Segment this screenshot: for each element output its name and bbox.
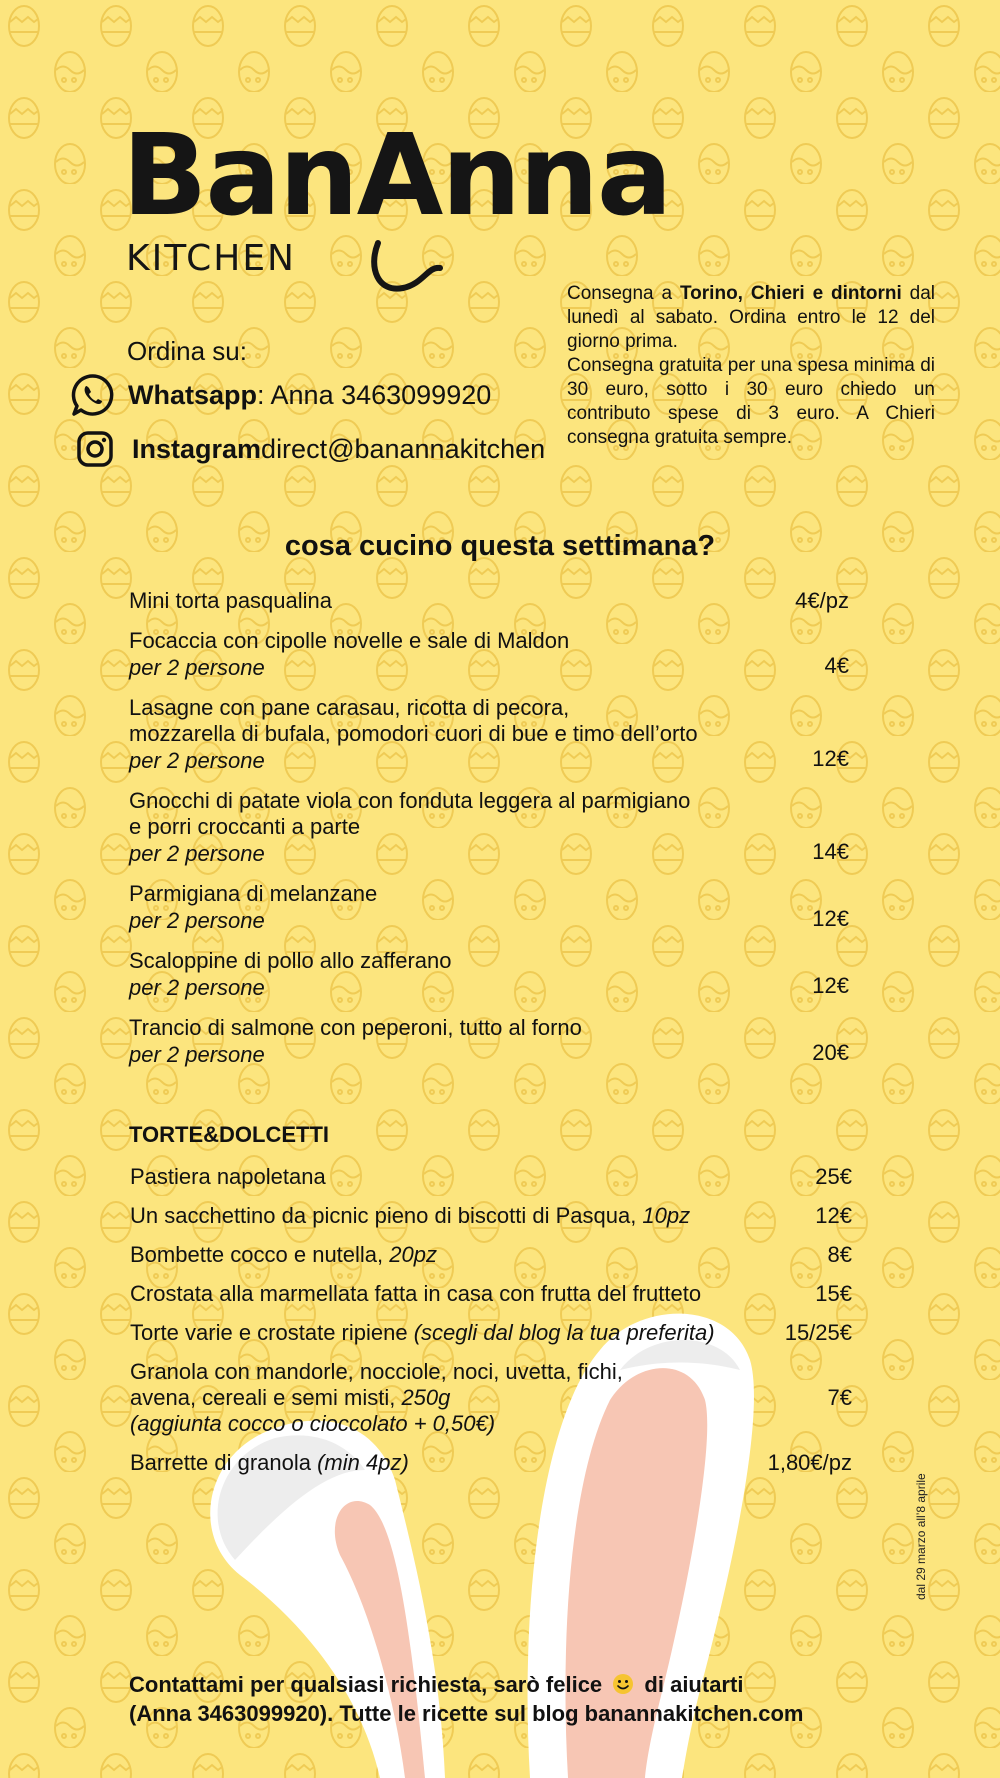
sweet-item: [130, 1164, 852, 1190]
sweet-item: [130, 1320, 852, 1346]
menu-item-name: Focaccia con cipolle novelle e sale di Maldon: [129, 628, 570, 653]
footer-line-1a: Contattami per qualsiasi richiesta, sarò felice: [129, 1672, 603, 1697]
logo-swirl-icon: [368, 238, 448, 298]
sweet-item-price: 7€: [827, 1385, 852, 1410]
footer-line-1b: di aiutarti: [644, 1672, 744, 1697]
menu-item-name: Gnocchi di patate viola con fonduta leggera al parmigiano: [129, 788, 691, 813]
menu-item-name-line2: e porri croccanti a parte: [129, 814, 361, 839]
footer-contact: [129, 1670, 889, 1728]
brand-name: BanAnna: [122, 111, 671, 241]
sweet-item-name: Bombette cocco e nutella,: [130, 1242, 390, 1267]
sweet-item-name: Granola con mandorle, nocciole, noci, uvetta, fichi,: [130, 1359, 623, 1384]
whatsapp-label: Whatsapp: [128, 379, 258, 410]
sweet-item-price: 12€: [815, 1203, 852, 1228]
menu-item-price: 4€/pz: [795, 588, 849, 613]
instagram-icon: [76, 430, 114, 468]
sweet-item-note: 250g: [401, 1385, 451, 1410]
sweet-item-note: (scegli dal blog la tua preferita): [413, 1320, 715, 1345]
sweet-item-name: Crostata alla marmellata fatta in casa con frutta del frutteto: [130, 1281, 702, 1306]
menu-item-name: Scaloppine di pollo allo zafferano: [129, 948, 452, 973]
validity-dates: dal 29 marzo all’8 aprile: [914, 1473, 928, 1600]
smiley-icon: [612, 1673, 634, 1695]
menu-item-portion: per 2 persone: [129, 1042, 265, 1067]
whatsapp-value: : Anna 3463099920: [257, 379, 492, 410]
menu-item: [129, 881, 849, 934]
menu-item-name-line2: mozzarella di bufala, pomodori cuori di bue e timo dell’orto: [129, 721, 698, 746]
sweet-item-price: 15€: [815, 1281, 852, 1306]
sweet-item-price: 15/25€: [784, 1320, 852, 1345]
sweet-item-note: 10pz: [642, 1203, 691, 1228]
menu-item-price: 20€: [812, 1040, 849, 1065]
menu-item-name: Mini torta pasqualina: [129, 588, 333, 613]
menu-item: [129, 1015, 849, 1068]
bananna-kitchen-logo: [118, 111, 671, 290]
delivery-info: [567, 282, 935, 450]
menu-item-portion: per 2 persone: [129, 908, 265, 933]
menu-item: [129, 588, 849, 614]
sweet-item-price: 1,80€/pz: [767, 1450, 852, 1475]
whatsapp-icon: [70, 372, 116, 418]
menu-item: [129, 948, 849, 1001]
menu-item-name: Trancio di salmone con peperoni, tutto al forno: [129, 1015, 582, 1040]
sweet-item-name-line2: avena, cereali e semi misti,: [130, 1385, 402, 1410]
sweet-item-name: Pastiera napoletana: [130, 1164, 326, 1189]
delivery-text-3: Consegna gratuita per una spesa minima di 30 euro, sotto i 30 euro chiedo un contributo spese di 3 euro. A Chieri consegna gratuita sempre.: [567, 355, 935, 448]
delivery-text-2: dal lunedì al sabato. Ordina entro le 12 del giorno prima.: [567, 283, 935, 352]
menu-item: [129, 628, 849, 681]
sweet-item-name: Barrette di granola: [130, 1450, 318, 1475]
whatsapp-contact[interactable]: [70, 372, 491, 418]
menu-item-portion: per 2 persone: [129, 975, 265, 1000]
sweet-item: [130, 1242, 852, 1268]
order-label: Ordina su:: [127, 336, 247, 366]
instagram-contact[interactable]: [76, 430, 545, 468]
menu-item: [129, 695, 849, 774]
menu-item-price: 12€: [812, 906, 849, 931]
sweet-item-note: (min 4pz): [317, 1450, 409, 1475]
category-title: TORTE&DOLCETTI: [129, 1122, 330, 1147]
menu-item: [129, 788, 849, 867]
instagram-value: direct@banannakitchen: [261, 433, 546, 464]
footer-line-2: (Anna 3463099920). Tutte le ricette sul blog banannakitchen.com: [129, 1701, 804, 1726]
sweet-item-price: 8€: [827, 1242, 852, 1267]
main-menu-list: [129, 588, 849, 1082]
brand-subtitle: KITCHEN: [126, 238, 296, 279]
delivery-area: Torino, Chieri e dintorni: [679, 283, 902, 304]
sweet-item: [130, 1203, 852, 1229]
menu-item-portion: per 2 persone: [129, 748, 265, 773]
menu-item-name: Lasagne con pane carasau, ricotta di pecora,: [129, 695, 570, 720]
sweet-item-note: 20pz: [389, 1242, 437, 1267]
instagram-label: Instagram: [132, 433, 262, 464]
sweets-menu-list: [130, 1164, 852, 1489]
menu-item-portion: per 2 persone: [129, 655, 265, 680]
menu-item-price: 12€: [812, 746, 849, 771]
sweet-item: [130, 1281, 852, 1307]
menu-item-price: 12€: [812, 973, 849, 998]
sweet-item-name: Un sacchettino da picnic pieno di biscotti di Pasqua,: [130, 1203, 643, 1228]
menu-item-price: 4€: [824, 653, 849, 678]
sweet-item: [130, 1450, 852, 1476]
menu-item-name: Parmigiana di melanzane: [129, 881, 378, 906]
sweet-item-name: Torte varie e crostate ripiene: [130, 1320, 414, 1345]
sweet-item: [130, 1359, 852, 1437]
delivery-text-1: Consegna a: [567, 283, 680, 304]
menu-item-portion: per 2 persone: [129, 841, 265, 866]
sweet-item-extra: (aggiunta cocco o cioccolato + 0,50€): [130, 1411, 496, 1436]
menu-item-price: 14€: [812, 839, 849, 864]
section-title: cosa cucino questa settimana?: [284, 530, 716, 562]
sweet-item-price: 25€: [815, 1164, 852, 1189]
